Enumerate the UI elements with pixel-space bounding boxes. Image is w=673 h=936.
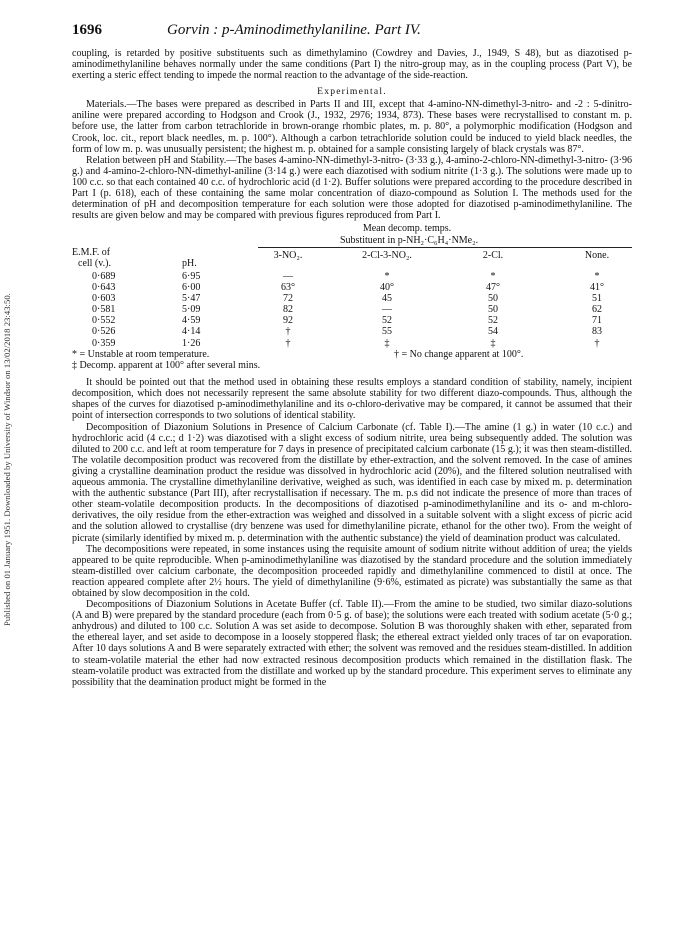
col-emf-label: E.M.F. of bbox=[72, 246, 111, 258]
cell-temp: † bbox=[285, 337, 291, 349]
running-title: Gorvin : p-Aminodimethylaniline. Part IV. bbox=[167, 22, 421, 38]
cell-temp: 52 bbox=[382, 315, 392, 327]
col-emf-label-2: cell (v.). bbox=[78, 257, 111, 269]
cell-temp: 83 bbox=[592, 326, 602, 338]
cell-temp: 52 bbox=[488, 315, 498, 327]
paragraph-calcium-carbonate: Decomposition of Diazonium Solutions in Presence of Calcium Carbonate (cf. Table I).—The amine (1 g.) in water (10 c.c.) and hydrochloric acid (4 c.c.; d 1·2) was diazotised with a slight excess of sodium nitrite, urea being subsequently added. The solution was diluted to 200 c.c. and left at room temperature for 7 days in presence of precipitated calcium carbonate (15 g.); it was then steam-distilled. The volatile decomposition product was recovered from the distillate by ether-extraction, and the solvent removed. In the case of amines giving a crystalline deamination product the residue was dissolved in hydrochloric acid (20%), and the filtered solution neutralised with aqueous ammonia. The crystalline dimethylaniline derivative, weighed as such, was identified in each case by mixed m. p. determination with the authentic substance (Part III), after recrystallisation if necessary. The m. p.s did not indicate the presence of more than traces of other steam-volatile decomposition products. In the decompositions of diazotised p-aminodimethylaniline and its o- and m-chloro-derivatives, the oily residue from the ether-extraction was weighed and dissolved in a suitable solvent with a slight excess of picric acid and the solution allowed to crystallise (dry benzene was used for dimethylaniline picrate, ethanol for the other two). From the weight of picrate (similarly identified by mixed m. p. determination with the authentic substance) the yield of deamination product was calculated. bbox=[72, 421, 632, 544]
cell-ph: 4·14 bbox=[182, 326, 201, 338]
cell-temp: * bbox=[594, 270, 600, 282]
table-row bbox=[72, 326, 632, 337]
footnote-unstable: * = Unstable at room temperature. bbox=[72, 348, 210, 360]
cell-temp: 71 bbox=[592, 315, 602, 327]
decomp-temperature-table bbox=[72, 223, 632, 371]
col-ph-label: pH. bbox=[182, 257, 197, 269]
cell-emf: 0·359 bbox=[92, 337, 116, 349]
cell-temp: 50 bbox=[488, 292, 498, 304]
cell-ph: 5·47 bbox=[182, 292, 201, 304]
cell-temp: † bbox=[285, 326, 291, 338]
footnote-no-change: † = No change apparent at 100°. bbox=[394, 348, 524, 360]
cell-temp: 50 bbox=[488, 304, 498, 316]
cell-emf: 0·552 bbox=[92, 315, 116, 327]
table-footnotes-2 bbox=[72, 360, 632, 371]
cell-ph: 6·95 bbox=[182, 270, 201, 282]
cell-temp: ‡ bbox=[384, 337, 390, 349]
cell-temp: 92 bbox=[283, 315, 293, 327]
cell-emf: 0·603 bbox=[92, 292, 116, 304]
cell-temp: † bbox=[594, 337, 600, 349]
cell-temp: 51 bbox=[592, 292, 602, 304]
cell-ph: 4·59 bbox=[182, 315, 201, 327]
table-row bbox=[72, 304, 632, 315]
section-heading: Experimental. bbox=[317, 86, 387, 98]
table-header bbox=[72, 247, 632, 271]
paragraph-ph-stability: Relation between pH and Stability.—The bases 4-amino-NN-dimethyl-3-nitro- (3·33 g.), 4-amino-2-chloro-NN-dimethyl-3-nitro- (3·96 g.) and 4-amino-2-chloro-NN-dimethyl-aniline (3·14 g.) were each diazotised with sodium nitrite (1·3 g.). The solutions were made up to 100 c.c. so that each contained 40 c.c. of hydrochloric acid (d 1·2). Buffer solutions were prepared according to the procedure described in Part I (p. 618), each of these containing the same molar concentration of diazo-compound as Solution I. The methods used for the determination of pH and decomposition temperature for each solution were those adopted for diazotised p-aminodimethylaniline. The results are given below and may be compared with previous figures reproduced from Part I. bbox=[72, 154, 632, 222]
cell-temp: 55 bbox=[382, 326, 392, 338]
cell-temp: 54 bbox=[488, 326, 498, 338]
cell-emf: 0·643 bbox=[92, 281, 116, 293]
table-row bbox=[72, 293, 632, 304]
cell-temp: ‡ bbox=[490, 337, 496, 349]
col-none: None. bbox=[584, 249, 610, 261]
table-row bbox=[72, 282, 632, 293]
table-row bbox=[72, 338, 632, 349]
cell-temp: 72 bbox=[283, 292, 293, 304]
cell-ph: 1·26 bbox=[182, 337, 201, 349]
cell-temp: — bbox=[382, 304, 392, 316]
cell-emf: 0·689 bbox=[92, 270, 116, 282]
cell-temp: 41° bbox=[590, 281, 604, 293]
table-row bbox=[72, 315, 632, 326]
page-number: 1696 bbox=[72, 22, 102, 38]
table-footnotes-1 bbox=[72, 349, 632, 360]
page-header bbox=[72, 22, 632, 48]
footnote-decomp: ‡ Decomp. apparent at 100° after several mins. bbox=[72, 360, 261, 372]
cell-temp: 45 bbox=[382, 292, 392, 304]
paragraph-acetate-buffer: Decompositions of Diazonium Solutions in Acetate Buffer (cf. Table II).—From the amine to be studied, two similar diazo-solutions (A and B) were prepared by the standard procedure (each from 0·5 g. of base); the solutions were each treated with sodium acetate (5·0 g.; anhydrous) and diluted to 100 c.c. Solution A was set aside to decompose. Solution B was thoroughly shaken with ether, separated from the ethereal layer, and set aside to decompose in a loosely stoppered flask; the ethereal extract yielded only traces of tar on evaporation. After 10 days solutions A and B were separately extracted with ether; the solvent was removed and the residues steam-distilled. In addition to steam-volatile material the ether had now extracted resinous decomposition products which remained in the distillation flask. The steam-volatile product was extracted from the distillate and worked up by the standard procedure. This experiment serves to eliminate any possibility that the deamination product might be formed in the bbox=[72, 599, 632, 688]
paragraph-materials: Materials.—The bases were prepared as described in Parts II and III, except that 4-amino-NN-dimethyl-3-nitro- and -2 : 5-dinitro-aniline were prepared according to Hodgson and Crook (J., 1932, 2976; 1934, 873). These bases were recrystallised to constant m. p. before use, the latter from carbon tetrachloride in brown-orange rhombic plates, m. p. 80°, a polymorphic modification (Hodgson and Crook, loc. cit., report black needles, m. p. 100°). Although a carbon tetrachloride solution could be induced to yield black needles, the form of low m. p. was unusually persistent; the highest m. p. obtained for a sample consisting largely of black crystals was 87°. bbox=[72, 99, 632, 155]
paragraph-intro: coupling, is retarded by positive substituents such as dimethylamino (Cowdrey and Davies, J., 1949, S 48), but as diazotised p-aminodimethylaniline behaves normally under the same conditions (Part I) the nitro-group may, as in the coupling process (Part V), be exerting a steric effect tending to impede the normal reaction to the advantage of the side-reaction. bbox=[72, 48, 632, 82]
cell-temp: 47° bbox=[486, 281, 500, 293]
table-group-header: Substituent in p-NH₂·C₆H₄·NMe₂. bbox=[340, 234, 479, 246]
cell-emf: 0·581 bbox=[92, 304, 116, 316]
cell-ph: 6·00 bbox=[182, 281, 201, 293]
cell-emf: 0·526 bbox=[92, 326, 116, 338]
cell-temp: 63° bbox=[281, 281, 295, 293]
cell-temp: * bbox=[490, 270, 496, 282]
col-3-no2: 3-NO₂. bbox=[273, 249, 303, 261]
cell-temp: 40° bbox=[380, 281, 394, 293]
cell-temp: — bbox=[283, 270, 293, 282]
paragraph-method-note: It should be pointed out that the method used in obtaining these results employs a standard condition of stability, namely, incipient decomposition, which does not necessarily represent the same absolute stability for two different diazo-compounds. Thus, although the shapes of the curves for diazotised p-aminodimethylaniline and its o-chloro-derivative may be compared, it cannot be assumed that their point of intersection corresponds to two solutions of identical stability. bbox=[72, 377, 632, 422]
paper-page bbox=[72, 22, 632, 688]
table-body bbox=[72, 271, 632, 349]
cell-ph: 5·09 bbox=[182, 304, 201, 316]
cell-temp: 82 bbox=[283, 304, 293, 316]
paragraph-repeated: The decompositions were repeated, in some instances using the requisite amount of sodium nitrite without addition of urea; the yields appeared to be quite reproducible. When p-aminodimethylaniline was diazotised by the standard procedure and the solution immediately steam-distilled over calcium carbonate, the decomposition proceeded rapidly and dimethylaniline commenced to distil at once. The reaction appeared complete after 2½ hours. The yield of dimethylaniline (9·6%, estimated as picrate) was substantially the same as that obtained by slow decomposition in the cold. bbox=[72, 543, 632, 599]
col-2-cl: 2-Cl. bbox=[482, 249, 504, 261]
col-2-cl-3-no2: 2-Cl-3-NO₂. bbox=[362, 249, 412, 261]
cell-temp: * bbox=[384, 270, 390, 282]
table-rule bbox=[258, 247, 632, 248]
table-row bbox=[72, 271, 632, 282]
publication-side-note: Published on 01 January 1951. Downloaded by University of Windsor on 13/02/2018 23:43:50. bbox=[2, 293, 12, 627]
table-caption: Mean decomp. temps. bbox=[362, 223, 452, 235]
cell-temp: 62 bbox=[592, 304, 602, 316]
